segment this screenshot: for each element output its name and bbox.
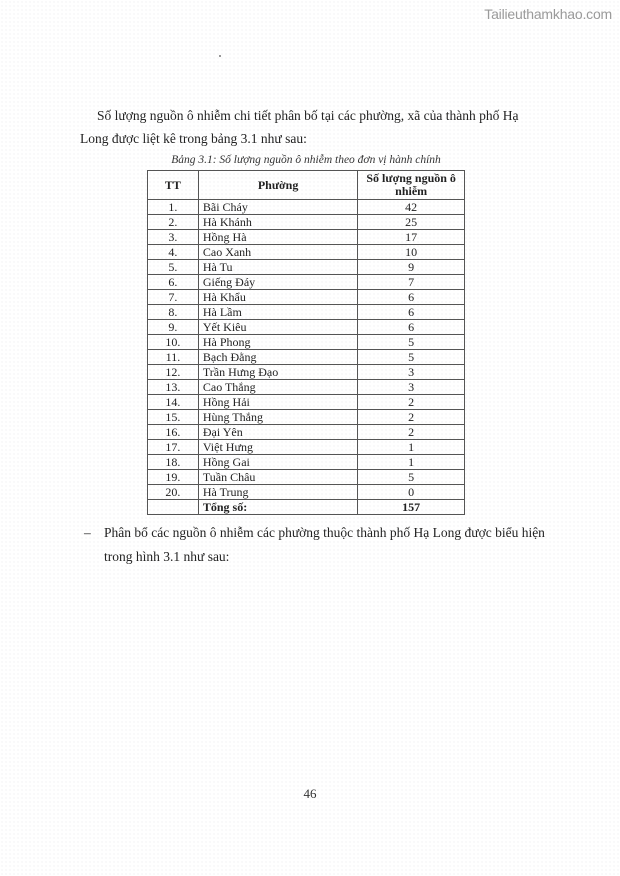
total-label: Tổng số: — [198, 500, 357, 515]
row-index: 5. — [148, 260, 199, 275]
dash-bullet-icon: – — [84, 525, 91, 540]
source-count: 10 — [358, 245, 465, 260]
table-row — [148, 290, 465, 305]
source-count: 5 — [358, 335, 465, 350]
row-index: 10. — [148, 335, 199, 350]
table-header-row — [148, 171, 465, 200]
source-count: 1 — [358, 440, 465, 455]
ward-name: Hà Phong — [198, 335, 357, 350]
source-count: 17 — [358, 230, 465, 245]
row-index: 14. — [148, 395, 199, 410]
total-empty-cell — [148, 500, 199, 515]
header-tt: TT — [148, 171, 199, 200]
source-count: 7 — [358, 275, 465, 290]
table-row — [148, 410, 465, 425]
table-row — [148, 350, 465, 365]
row-index: 20. — [148, 485, 199, 500]
source-count: 6 — [358, 290, 465, 305]
ward-name: Hà Tu — [198, 260, 357, 275]
source-count: 3 — [358, 365, 465, 380]
source-count: 0 — [358, 485, 465, 500]
row-index: 19. — [148, 470, 199, 485]
ward-name: Hà Lầm — [198, 305, 357, 320]
row-index: 4. — [148, 245, 199, 260]
ward-name: Hồng Hà — [198, 230, 357, 245]
ward-name: Hà Khánh — [198, 215, 357, 230]
table-row — [148, 245, 465, 260]
ward-name: Trần Hưng Đạo — [198, 365, 357, 380]
ward-name: Cao Thắng — [198, 380, 357, 395]
table-row — [148, 275, 465, 290]
row-index: 12. — [148, 365, 199, 380]
table-total-row — [148, 500, 465, 515]
source-count: 9 — [358, 260, 465, 275]
row-index: 2. — [148, 215, 199, 230]
table-row — [148, 485, 465, 500]
ward-name: Hồng Gai — [198, 455, 357, 470]
row-index: 8. — [148, 305, 199, 320]
row-index: 15. — [148, 410, 199, 425]
header-ward: Phường — [198, 171, 357, 200]
ward-name: Hà Khẩu — [198, 290, 357, 305]
ward-name: Yết Kiêu — [198, 320, 357, 335]
watermark: Tailieuthamkhao.com — [484, 6, 612, 22]
source-count: 5 — [358, 350, 465, 365]
ward-name: Hồng Hải — [198, 395, 357, 410]
row-index: 16. — [148, 425, 199, 440]
source-count: 2 — [358, 410, 465, 425]
total-value: 157 — [358, 500, 465, 515]
row-index: 6. — [148, 275, 199, 290]
table-row — [148, 440, 465, 455]
ward-name: Giếng Đáy — [198, 275, 357, 290]
table-row — [148, 335, 465, 350]
table-row — [148, 425, 465, 440]
intro-paragraph: Số lượng nguồn ô nhiễm chi tiết phân bố tại các phường, xã của thành phố Hạ Long được liệt kê trong bảng 3.1 như sau: — [80, 108, 519, 146]
ward-name: Hà Trung — [198, 485, 357, 500]
table-row — [148, 305, 465, 320]
scan-speck — [219, 55, 221, 57]
ward-name: Cao Xanh — [198, 245, 357, 260]
source-count: 2 — [358, 395, 465, 410]
table-row — [148, 455, 465, 470]
source-count: 25 — [358, 215, 465, 230]
row-index: 13. — [148, 380, 199, 395]
ward-name: Bãi Cháy — [198, 200, 357, 215]
source-count: 3 — [358, 380, 465, 395]
source-count: 2 — [358, 425, 465, 440]
bullet-text: Phân bổ các nguồn ô nhiễm các phường thuộc thành phố Hạ Long được biểu hiện trong hình 3.1 như sau: — [104, 525, 545, 564]
pollution-sources-table — [147, 170, 465, 515]
row-index: 18. — [148, 455, 199, 470]
table-row — [148, 260, 465, 275]
source-count: 42 — [358, 200, 465, 215]
row-index: 3. — [148, 230, 199, 245]
table-row — [148, 395, 465, 410]
row-index: 17. — [148, 440, 199, 455]
table-row — [148, 215, 465, 230]
source-count: 6 — [358, 305, 465, 320]
row-index: 7. — [148, 290, 199, 305]
row-index: 9. — [148, 320, 199, 335]
table-row — [148, 200, 465, 215]
ward-name: Hùng Thắng — [198, 410, 357, 425]
row-index: 1. — [148, 200, 199, 215]
table-row — [148, 365, 465, 380]
source-count: 1 — [358, 455, 465, 470]
source-count: 5 — [358, 470, 465, 485]
ward-name: Việt Hưng — [198, 440, 357, 455]
table-row — [148, 230, 465, 245]
table-row — [148, 380, 465, 395]
header-count: Số lượng nguồn ô nhiễm — [358, 171, 465, 200]
table-row — [148, 320, 465, 335]
ward-name: Bạch Đằng — [198, 350, 357, 365]
bullet-paragraph — [84, 521, 554, 569]
table-caption: Bảng 3.1: Số lượng nguồn ô nhiễm theo đơn vị hành chính — [171, 154, 441, 166]
page-number: 46 — [303, 786, 317, 801]
table-row — [148, 470, 465, 485]
source-count: 6 — [358, 320, 465, 335]
ward-name: Tuần Châu — [198, 470, 357, 485]
ward-name: Đại Yên — [198, 425, 357, 440]
row-index: 11. — [148, 350, 199, 365]
